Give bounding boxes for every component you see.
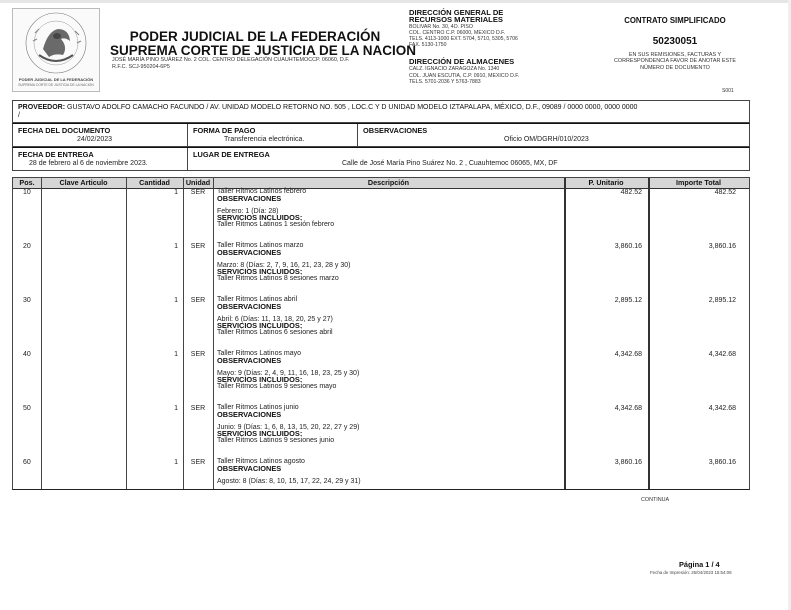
row-description [217, 189, 334, 229]
row-pos: 60 [23, 459, 31, 466]
fecha-documento-label: FECHA DEL DOCUMENTO [18, 126, 111, 135]
institution-subtitle: SUPREMA CORTE DE JUSTICIA DE LA NACION [110, 43, 417, 58]
direccion-general-line: BOLIVAR No. 30, 4O. PISO [409, 23, 473, 30]
row-obs-label: OBSERVACIONES [217, 355, 282, 365]
row-pos: 30 [23, 297, 31, 304]
contract-number: 50230051 [652, 36, 698, 47]
direccion-almacenes-line: TELS. 5701-2036 Y 5763-7883 [409, 78, 481, 85]
row-dias: Agosto: 8 (Días: 8, 10, 15, 17, 22, 24, 29 y 31) [217, 477, 361, 485]
logo-caption-2: SUPREMA CORTE DE JUSTICIA DE LA NACION [18, 83, 94, 87]
logo-caption-1: PODER JUDICIAL DE LA FEDERACIÓN [18, 77, 94, 82]
proveedor-continuation: / [18, 112, 20, 119]
row-cantidad: 1 [174, 189, 178, 196]
items-table [12, 177, 750, 490]
lugar-entrega-label: LUGAR DE ENTREGA [193, 150, 270, 159]
col-header-clave: Clave Articulo [59, 178, 108, 187]
document-info-row [12, 123, 750, 147]
table-header [13, 178, 749, 189]
eagle-seal-icon [13, 9, 99, 77]
row-servicios-label: SERVICIOS INCLUIDOS: [217, 321, 303, 331]
forma-pago-cell [187, 124, 357, 146]
direccion-general-title-1: DIRECCIÓN GENERAL DE [409, 8, 504, 17]
print-date: Fecha de Impresión: 25/04/2023 15:54:08 [650, 570, 732, 575]
row-total: 4,342.68 [708, 351, 736, 358]
row-dias: Marzo: 8 (Días: 2, 7, 9, 16, 21, 23, 28 y 30) [217, 261, 351, 269]
row-dias: Febrero: 1 (Día: 28) [217, 207, 279, 215]
row-cantidad: 1 [174, 243, 178, 250]
direccion-almacenes-block [409, 58, 519, 85]
observaciones-cell [357, 124, 749, 146]
row-description [217, 351, 359, 391]
row-obs-label: OBSERVACIONES [217, 193, 282, 203]
row-obs-label: OBSERVACIONES [217, 301, 282, 311]
row-total: 4,342.68 [708, 405, 736, 412]
direccion-general-title-2: RECURSOS MATERIALES [409, 15, 503, 25]
coat-of-arms-logo [12, 8, 100, 92]
row-total: 2,895.12 [708, 297, 736, 304]
form-code: S001 [722, 88, 734, 94]
col-header-unitario: P. Unitario [588, 178, 624, 187]
fecha-documento-cell [13, 124, 187, 146]
row-unidad: SER [190, 297, 206, 304]
row-unidad: SER [190, 351, 206, 358]
row-unitario: 4,342.68 [614, 405, 642, 412]
direccion-general-line: COL. CENTRO C.P. 06000, MEXICO D.F. [409, 30, 506, 37]
row-unidad: SER [190, 189, 206, 196]
contract-note: EN SUS REMISIONES, FACTURAS Y CORRESPONDENCIA FAVOR DE ANOTAR ESTE NÚMERO DE DOCUMENTO [613, 52, 736, 71]
row-total: 3,860.16 [708, 459, 736, 466]
row-description [217, 297, 333, 337]
fecha-entrega-value: 28 de febrero al 6 de noviembre 2023. [29, 160, 148, 167]
direccion-almacenes-line: CALZ. IGNACIO ZARAGOZA No. 1340 [409, 66, 500, 73]
row-cantidad: 1 [174, 405, 178, 412]
table-row [13, 459, 749, 513]
row-servicios: Taller Ritmos Latinos 8 sesiones marzo [217, 275, 339, 283]
row-servicios: Taller Ritmos Latinos 9 sesiones mayo [217, 383, 337, 391]
row-unidad: SER [190, 459, 206, 466]
direccion-general-block [409, 9, 518, 49]
col-header-cantidad: Cantidad [139, 178, 170, 187]
proveedor-label: PROVEEDOR: [18, 104, 66, 111]
fecha-documento-value: 24/02/2023 [77, 136, 113, 143]
continua-label: CONTINUA [641, 497, 670, 503]
fecha-entrega-cell [13, 148, 187, 170]
row-pos: 20 [23, 243, 31, 250]
row-servicios-label: SERVICIOS INCLUIDOS: [217, 429, 303, 439]
row-unitario: 2,895.12 [614, 297, 642, 304]
rfc-line: R.F.C. SCJ-950204-6P5 [112, 64, 170, 70]
row-description [217, 459, 361, 485]
row-servicios: Taller Ritmos Latinos 6 sesiones abril [217, 329, 333, 337]
row-pos: 10 [23, 189, 31, 196]
institution-address [112, 57, 349, 71]
forma-pago-label: FORMA DE PAGO [193, 126, 256, 135]
row-servicios: Taller Ritmos Latinos 9 sesiones junio [217, 437, 335, 445]
row-cantidad: 1 [174, 297, 178, 304]
proveedor-box [12, 100, 750, 123]
row-unitario: 482.52 [620, 189, 642, 196]
address-line: JOSÉ MARÍA PINO SUÁREZ No. 2 COL. CENTRO DELEGACIÓN CUAUHTEMOCCP. 06060, D.F. [112, 57, 350, 63]
top-border [0, 0, 791, 3]
page-number: Página 1 / 4 [679, 560, 720, 569]
row-unidad: SER [190, 243, 206, 250]
direccion-almacenes-title: DIRECCIÓN DE ALMACENES [409, 57, 515, 66]
row-desc-title: Taller Ritmos Latinos abril [217, 296, 298, 303]
row-dias: Abril: 6 (Días: 11, 13, 18, 20, 25 y 27) [217, 315, 333, 323]
table-row [13, 189, 749, 243]
row-total: 482.52 [714, 189, 736, 196]
direccion-almacenes-line: COL. JUAN ESCUTIA, C.P. 0910, MEXICO D.F. [409, 72, 520, 79]
table-row [13, 405, 749, 459]
row-description [217, 405, 359, 445]
delivery-info-row [12, 147, 750, 171]
fecha-entrega-label: FECHA DE ENTREGA [18, 150, 94, 159]
row-desc-title: Taller Ritmos Latinos junio [217, 404, 299, 411]
contract-type-label: CONTRATO SIMPLIFICADO [624, 16, 726, 25]
row-desc-title: Taller Ritmos Latinos agosto [217, 458, 305, 465]
row-cantidad: 1 [174, 351, 178, 358]
row-pos: 50 [23, 405, 31, 412]
row-obs-label: OBSERVACIONES [217, 463, 282, 473]
row-description [217, 243, 350, 283]
row-desc-title: Taller Ritmos Latinos febrero [217, 188, 307, 195]
row-total: 3,860.16 [708, 243, 736, 250]
institution-title: PODER JUDICIAL DE LA FEDERACIÓN [129, 29, 381, 44]
row-unitario: 3,860.16 [614, 459, 642, 466]
row-unitario: 4,342.68 [614, 351, 642, 358]
table-row [13, 297, 749, 351]
row-dias: Junio: 9 (Días: 1, 6, 8, 13, 15, 20, 22, 27 y 29) [217, 423, 360, 431]
row-servicios: Taller Ritmos Latinos 1 sesión febrero [217, 221, 335, 229]
col-header-unidad: Unidad [185, 178, 211, 187]
row-desc-title: Taller Ritmos Latinos mayo [217, 350, 302, 357]
lugar-entrega-value: Calle de José María Pino Suárez No. 2 , Cuauhtemoc 06065, MX, DF [342, 160, 558, 167]
row-servicios-label: SERVICIOS INCLUIDOS: [217, 213, 303, 223]
observaciones-label: OBSERVACIONES [363, 126, 428, 135]
row-obs-label: OBSERVACIONES [217, 409, 282, 419]
direccion-general-line: TELS. 4113-1000 EXT. 5704, 5710, 5305, 5706 [409, 36, 518, 43]
col-header-total: Importe Total [676, 178, 721, 187]
proveedor-value: GUSTAVO ADOLFO CAMACHO FACUNDO / AV. UNIDAD MODELO RETORNO NO. 505 , LOC.C Y D UNIDAD MODELO IZTAPALAPA, MÉXICO, D.F., 09089 / 0000 0000, 0000 0000 [67, 104, 638, 111]
row-servicios-label: SERVICIOS INCLUIDOS: [217, 267, 303, 277]
row-unitario: 3,860.16 [614, 243, 642, 250]
row-dias: Mayo: 9 (Días: 2, 4, 9, 11, 16, 18, 23, 25 y 30) [217, 369, 360, 377]
table-row [13, 243, 749, 297]
row-cantidad: 1 [174, 459, 178, 466]
table-row [13, 351, 749, 405]
row-desc-title: Taller Ritmos Latinos marzo [217, 242, 304, 249]
forma-pago-value: Transferencia electrónica. [224, 136, 305, 143]
observaciones-value: Oficio OM/DGRH/010/2023 [504, 136, 589, 143]
row-servicios-label: SERVICIOS INCLUIDOS: [217, 375, 303, 385]
row-unidad: SER [190, 405, 206, 412]
row-pos: 40 [23, 351, 31, 358]
direccion-general-line: FAX. 5130-1750 [409, 42, 447, 49]
lugar-entrega-cell [187, 148, 749, 170]
col-header-descripcion: Descripción [367, 178, 410, 187]
row-obs-label: OBSERVACIONES [217, 247, 282, 257]
col-header-pos: Pos. [19, 178, 35, 187]
